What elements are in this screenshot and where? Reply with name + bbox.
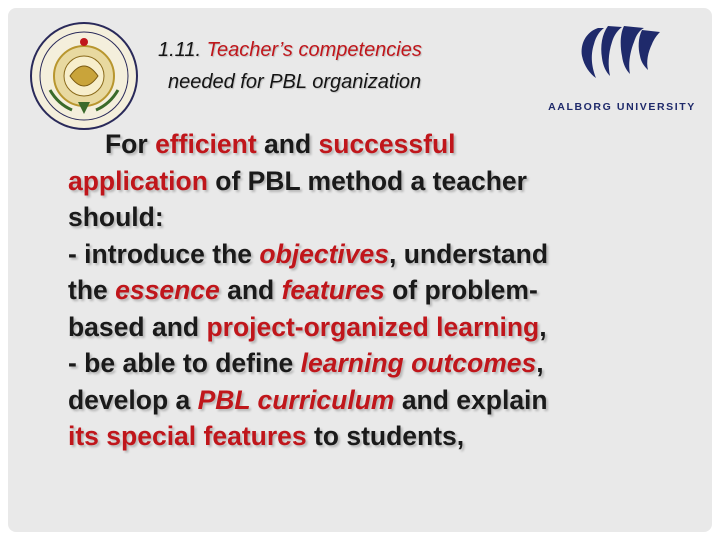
body-line-7: - be able to define learning outcomes, — [68, 348, 544, 378]
slide-title — [158, 34, 518, 98]
body-line-3: should: — [68, 202, 164, 232]
aalborg-university-logo — [540, 22, 704, 114]
title-line-2: needed for PBL organization — [168, 71, 422, 93]
body-line-9: its special features to students, — [68, 421, 465, 451]
aalborg-wordmark: AALBORG UNIVERSITY — [548, 101, 696, 113]
title-number: 1.11. — [158, 39, 207, 61]
body-line-2: application of PBL method a teacher — [68, 165, 527, 196]
body-line-5: the essence and features of problem- — [68, 275, 538, 305]
slide — [8, 8, 712, 532]
body-text — [68, 126, 668, 455]
body-line-1: For efficient and successful — [105, 129, 456, 159]
title-highlight: Teacher’s competencies — [206, 39, 422, 61]
university-seal-logo — [28, 20, 140, 132]
body-line-4: - introduce the objectives, understand — [68, 238, 549, 269]
body-line-6: based and project-organized learning, — [68, 311, 547, 342]
body-line-8: develop a PBL curriculum and explain — [68, 384, 548, 415]
